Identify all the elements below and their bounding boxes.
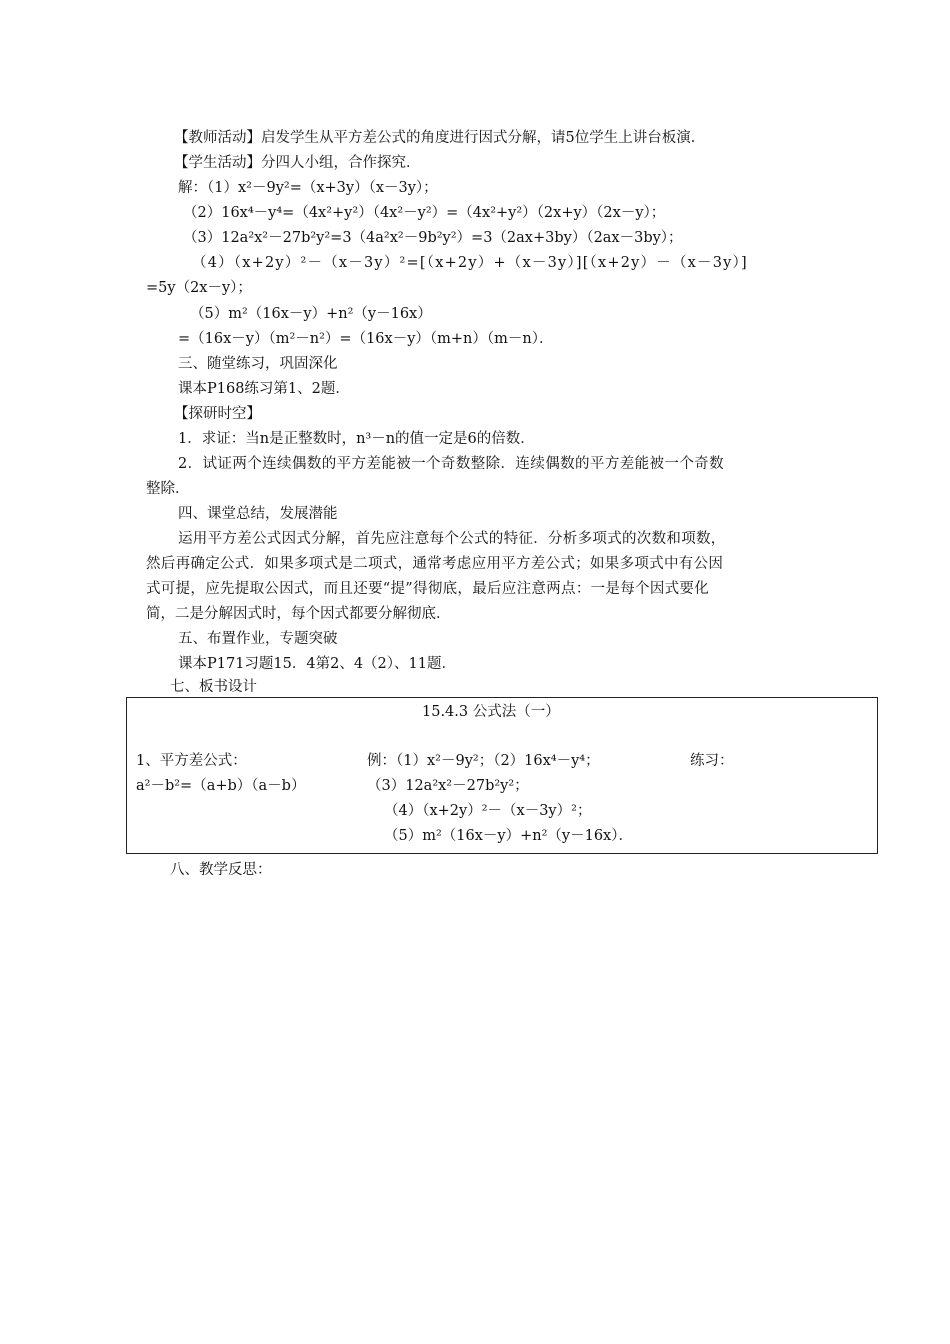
board-example-3: （3）12a²x²－27b²y²； — [367, 778, 529, 794]
section-4-title: 四、课堂总结，发展潜能 — [178, 506, 338, 522]
teacher-activity-line — [174, 128, 705, 148]
section-5-text: 课本P171习题15．4第2、4（2）、11题． — [178, 656, 456, 672]
explore-title: 【探研时空】 — [174, 406, 261, 422]
solution-5a: （5）m²（16x－y）+n²（y－16x） — [190, 306, 432, 322]
board-example-5: （5）m²（16x－y）+n²（y－16x）． — [384, 828, 633, 844]
section-3-title: 三、随堂练习，巩固深化 — [178, 356, 338, 372]
explore-q2-line1: 2．试证两个连续偶数的平方差能被一个奇数整除．连续偶数的平方差能被一个奇数 — [178, 456, 725, 472]
solution-4b: =5y（2x－y）； — [146, 280, 252, 296]
section-7-title: 七、板书设计 — [170, 679, 257, 695]
board-practice-label: 练习： — [690, 753, 734, 769]
board-example-4: （4）（x+2y）²－（x－3y）²； — [384, 803, 592, 819]
explore-q2-line2: 整除． — [146, 481, 190, 497]
section-5-title: 五、布置作业，专题突破 — [178, 631, 338, 647]
section-3-text: 课本P168练习第1、2题． — [178, 381, 350, 397]
section-4-para-2: 然后再确定公式．如果多项式是二项式，通常考虑应用平方差公式；如果多项式中有公因 — [146, 556, 724, 572]
student-activity-line — [174, 153, 421, 173]
solution-5b: =（16x－y）（m²－n²）=（16x－y）（m+n）（m－n）． — [178, 331, 554, 347]
solution-2: （2）16x⁴－y⁴=（4x²+y²）（4x²－y²）=（4x²+y²）（2x+y）（2x－y）； — [183, 205, 666, 221]
board-formula: a²－b²=（a+b）（a－b） — [136, 778, 306, 794]
solution-3: （3）12a²x²－27b²y²=3（4a²x²－9b²y²）=3（2ax+3by）（2ax－3by）； — [183, 230, 683, 246]
solution-4a: （4）（x+2y）²－（x－3y）²=[（x+2y）+（x－3y）][（x+2y）－（x－3y）] — [192, 255, 748, 271]
section-4-para-3: 式可提，应先提取公因式，而且还要“提”得彻底，最后应注意两点：一是每个因式要化 — [146, 581, 710, 597]
board-examples-row1: 例：（1）x²－9y²；（2）16x⁴－y⁴； — [367, 753, 600, 769]
explore-q1: 1．求证：当n是正整数时，n³－n的值一定是6的倍数． — [178, 431, 535, 447]
student-activity-text: 分四人小组，合作探究． — [261, 155, 421, 171]
solution-1: 解：（1）x²－9y²=（x+3y）（x－3y）； — [178, 180, 438, 196]
teacher-activity-label: 【教师活动】 — [174, 130, 261, 146]
board-formula-label: 1、平方差公式： — [136, 753, 247, 769]
section-4-para-4: 简，二是分解因式时，每个因式都要分解彻底． — [146, 606, 451, 622]
board-title: 15.4.3 公式法（一） — [422, 704, 560, 720]
teacher-activity-text: 启发学生从平方差公式的角度进行因式分解，请5位学生上讲台板演． — [261, 130, 706, 146]
student-activity-label: 【学生活动】 — [174, 155, 261, 171]
section-8-title: 八、教学反思： — [170, 862, 272, 878]
section-4-para-1: 运用平方差公式因式分解，首先应注意每个公式的特征．分析多项式的次数和项数， — [178, 531, 726, 547]
